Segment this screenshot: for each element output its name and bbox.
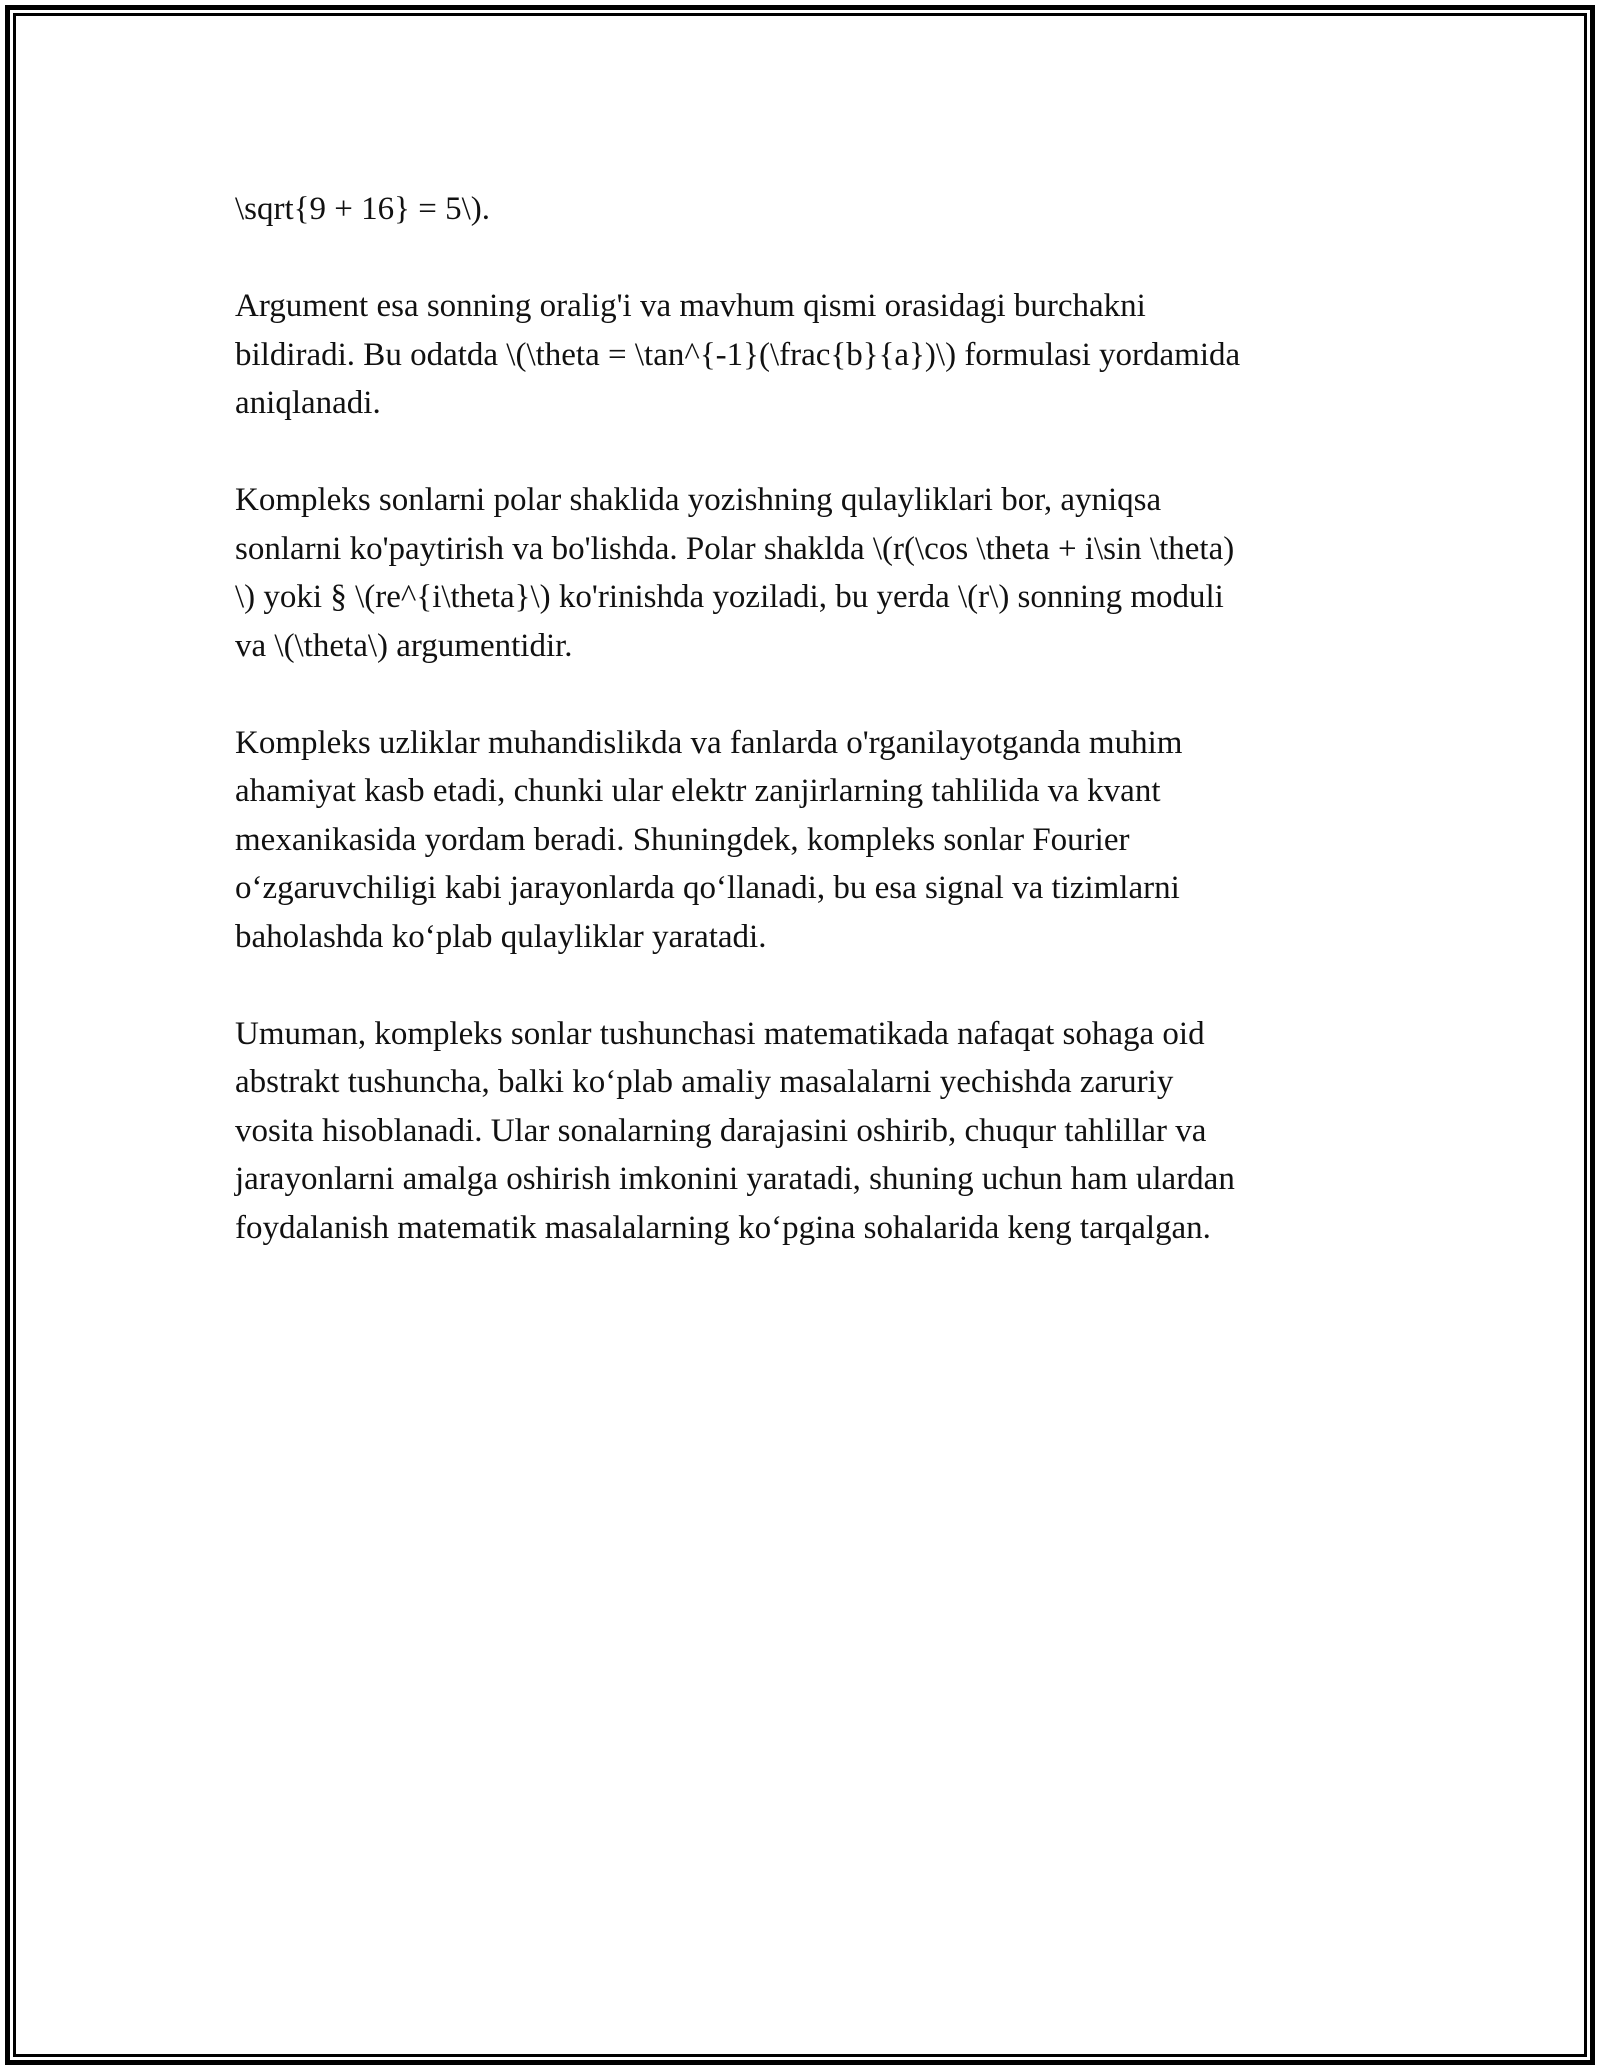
text-line: abstrakt tushuncha, balki ko‘plab amaliy masalalarni yechishda zaruriy bbox=[235, 1064, 1174, 1100]
text-line: aniqlanadi. bbox=[235, 385, 381, 421]
document-body bbox=[235, 185, 1365, 1301]
paragraph-conclusion bbox=[235, 1010, 1365, 1253]
paragraph-polar-form bbox=[235, 476, 1365, 670]
paragraph-argument bbox=[235, 282, 1365, 428]
text-line: jarayonlarni amalga oshirish imkonini yaratadi, shuning uchun ham ulardan bbox=[235, 1161, 1235, 1197]
text-line: Umuman, kompleks sonlar tushunchasi matematikada nafaqat sohaga oid bbox=[235, 1015, 1205, 1052]
text-line: sonlarni ko'paytirish va bo'lishda. Polar shaklda \(r(\cos \theta + i\sin \theta) bbox=[235, 530, 1235, 567]
text-line: \) yoki § \(re^{i\theta}\) ko'rinishda yoziladi, bu yerda \(r\) sonning moduli bbox=[235, 579, 1224, 615]
text-line: baholashda ko‘plab qulayliklar yaratadi. bbox=[235, 918, 767, 955]
paragraph-formula-end bbox=[235, 185, 1365, 234]
text-line: mexanikasida yordam beradi. Shuningdek, kompleks sonlar Fourier bbox=[235, 821, 1130, 858]
text-line: Kompleks sonlarni polar shaklida yozishning qulayliklari bor, ayniqsa bbox=[235, 482, 1162, 518]
text-line: Argument esa sonning oralig'i va mavhum qismi orasidagi burchakni bbox=[235, 288, 1146, 324]
text-line: bildiradi. Bu odatda \(\theta = \tan^{-1}(\frac{b}{a})\) formulasi yordamida bbox=[235, 336, 1241, 373]
text-line: vosita hisoblanadi. Ular sonalarning darajasini oshirib, chuqur tahlillar va bbox=[235, 1112, 1207, 1149]
text-line: \sqrt{9 + 16} = 5\). bbox=[235, 191, 490, 227]
text-line: o‘zgaruvchiligi kabi jarayonlarda qo‘llanadi, bu esa signal va tizimlarni bbox=[235, 870, 1180, 906]
text-line: Kompleks uzliklar muhandislikda va fanlarda o'rganilayotganda muhim bbox=[235, 724, 1183, 761]
paragraph-applications bbox=[235, 719, 1365, 962]
text-line: va \(\theta\) argumentidir. bbox=[235, 627, 573, 664]
text-line: foydalanish matematik masalalarning ko‘pgina sohalarida keng tarqalgan. bbox=[235, 1209, 1211, 1246]
text-line: ahamiyat kasb etadi, chunki ular elektr zanjirlarning tahlilida va kvant bbox=[235, 773, 1161, 809]
